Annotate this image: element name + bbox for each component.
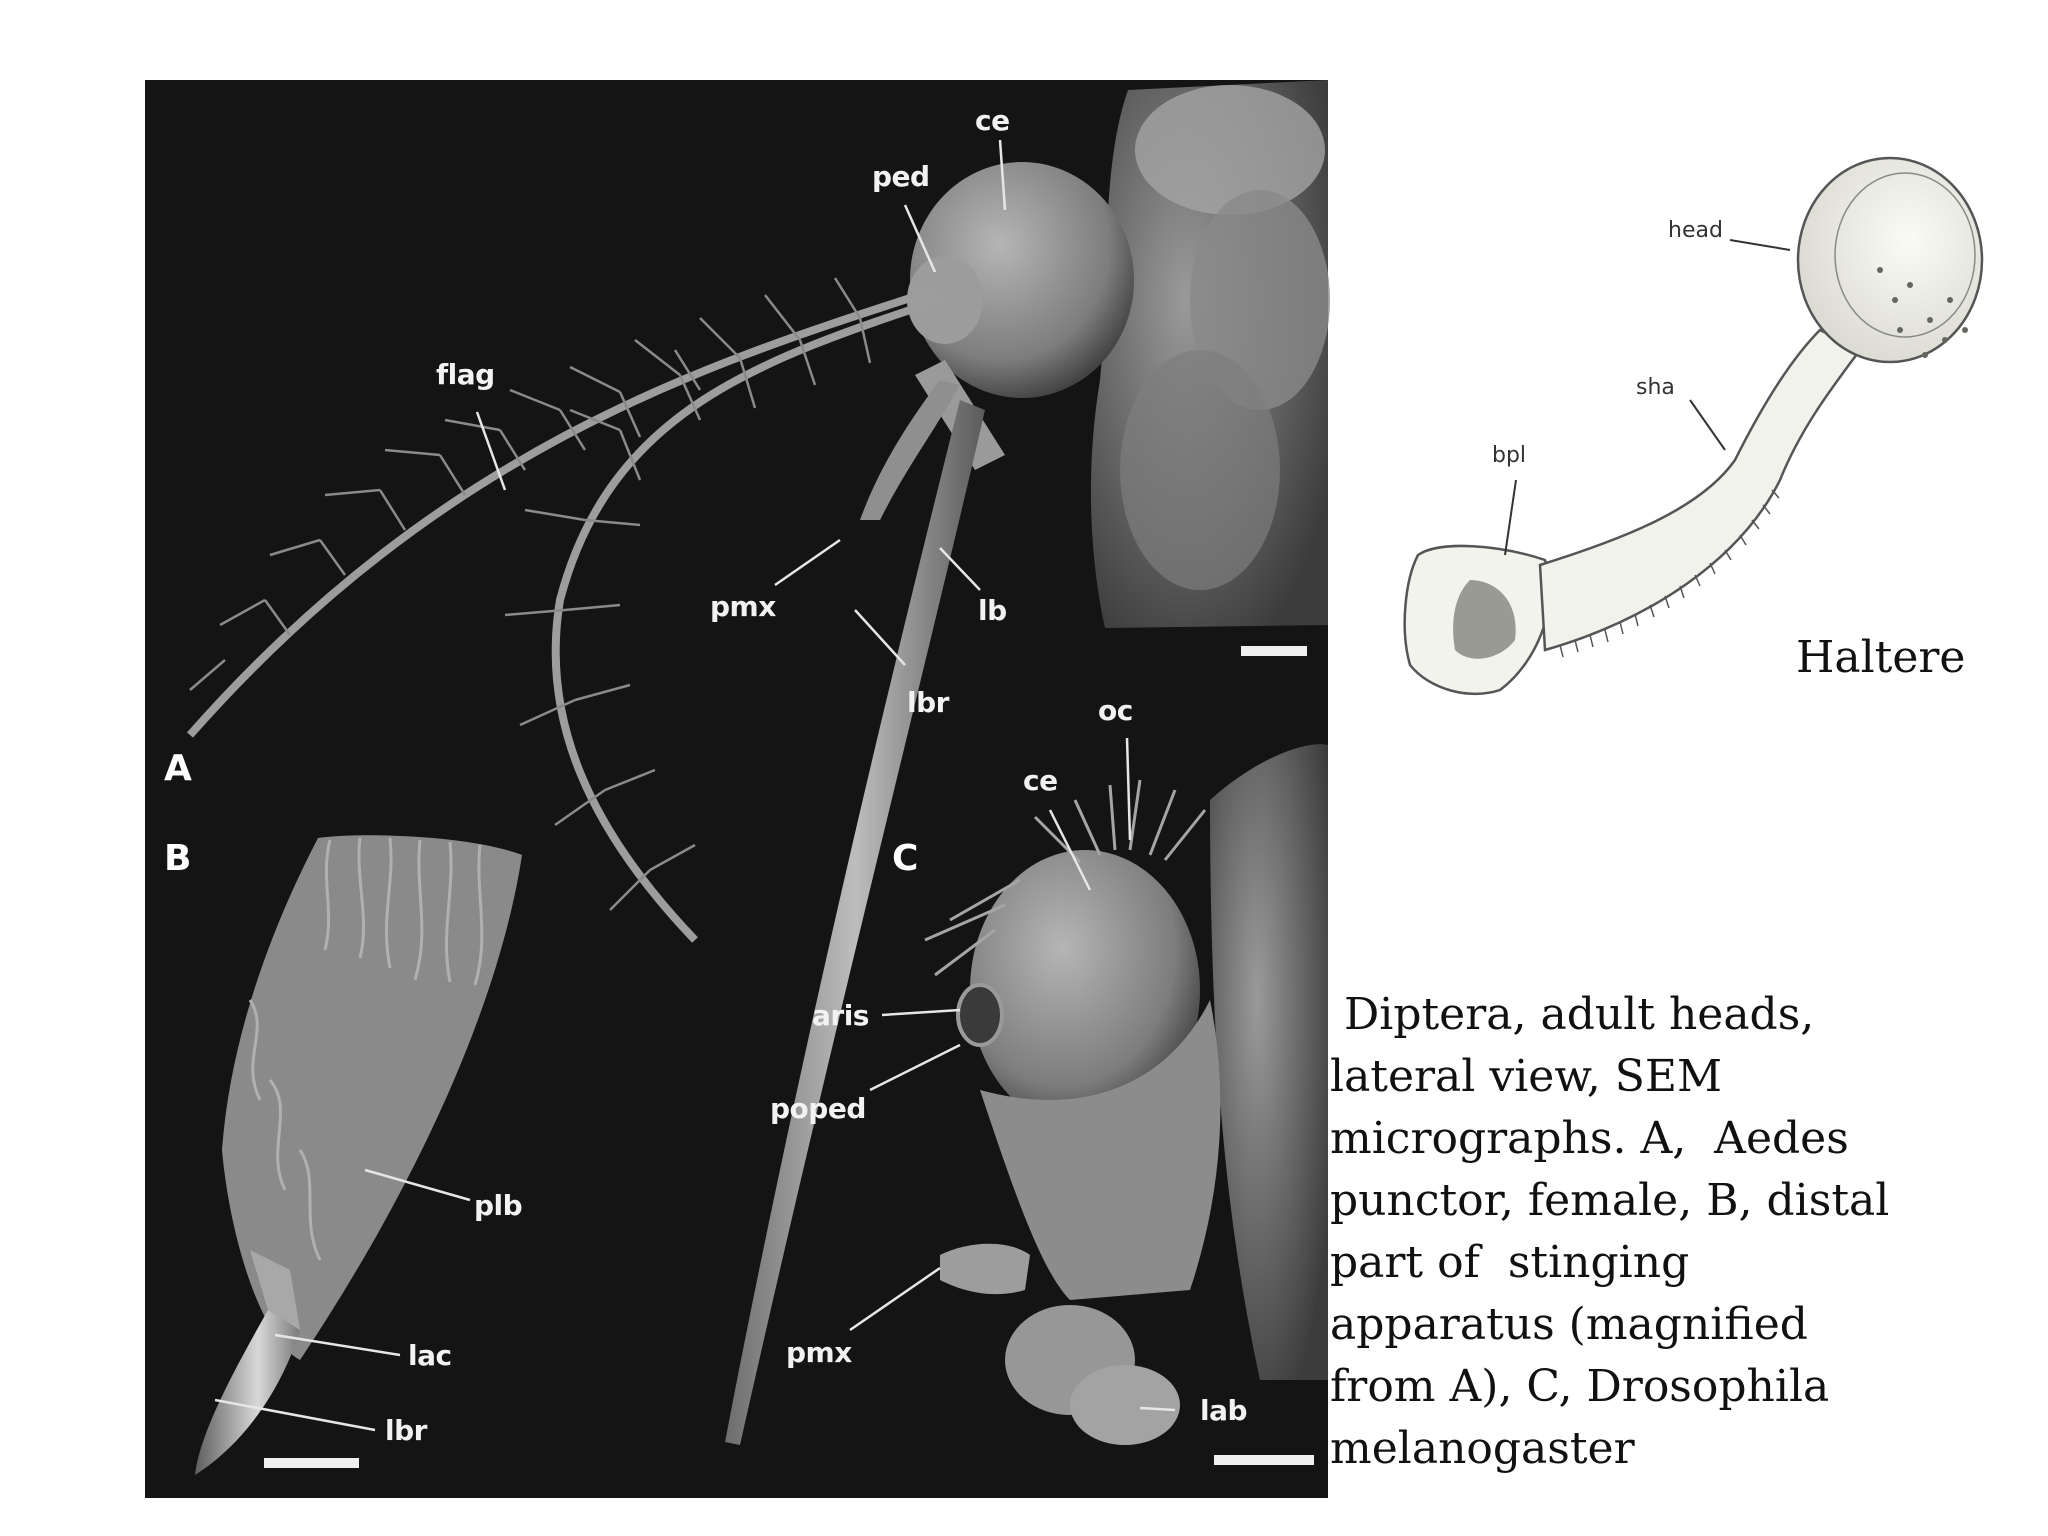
label-flag: flag [436,358,495,391]
haltere-drawing [1405,158,1982,694]
figure-caption [1330,984,2030,1480]
label-ped: ped [872,160,930,193]
thorax-lobe-a1 [1135,85,1325,215]
panel-letter-a: A [164,748,192,789]
panel-letter-b: B [164,838,192,879]
label-pmx-a: pmx [710,590,776,623]
label-aris: aris [812,999,869,1032]
label-ce-a: ce [975,104,1010,137]
label-lab: lab [1200,1394,1248,1427]
label-poped: poped [770,1092,866,1125]
haltere-title: Haltere [1796,632,1966,683]
haltere-knob [1798,158,1982,362]
label-pmx-c: pmx [786,1336,852,1369]
label-plb: plb [474,1189,523,1222]
labellum-c [1070,1365,1180,1445]
scale-bar-b [264,1458,359,1468]
caption-line: part of stinging [1330,1237,1690,1288]
scale-bar-a [1241,646,1307,656]
pedicel-a [907,256,983,344]
label-lb: lb [978,594,1007,627]
haltere-stalk [1540,330,1860,650]
caption-line: melanogaster [1330,1423,1635,1474]
caption-line: punctor, female, B, distal [1330,1175,1890,1226]
haltere-label-head: head [1668,218,1723,243]
sem-micrograph-plate [145,80,1330,1498]
label-lbr-b: lbr [385,1414,427,1447]
label-ce-c: ce [1023,764,1058,797]
label-lbr-a: lbr [907,686,949,719]
scale-bar-c [1214,1455,1314,1465]
panel-letter-c: C [892,838,919,879]
arista-socket-c [958,985,1002,1045]
label-oc: oc [1098,694,1133,727]
caption-line: Diptera, adult heads, [1330,989,1815,1040]
caption-line: apparatus (magnified [1330,1299,1808,1350]
label-lac: lac [408,1339,452,1372]
thorax-lobe-a3 [1120,350,1280,590]
caption-line: micrographs. A, Aedes [1330,1113,1849,1164]
haltere-label-sha: sha [1636,375,1675,400]
caption-line: from A), C, Drosophila [1330,1361,1830,1412]
haltere-label-bpl: bpl [1492,443,1527,468]
caption-line: lateral view, SEM [1330,1051,1723,1102]
